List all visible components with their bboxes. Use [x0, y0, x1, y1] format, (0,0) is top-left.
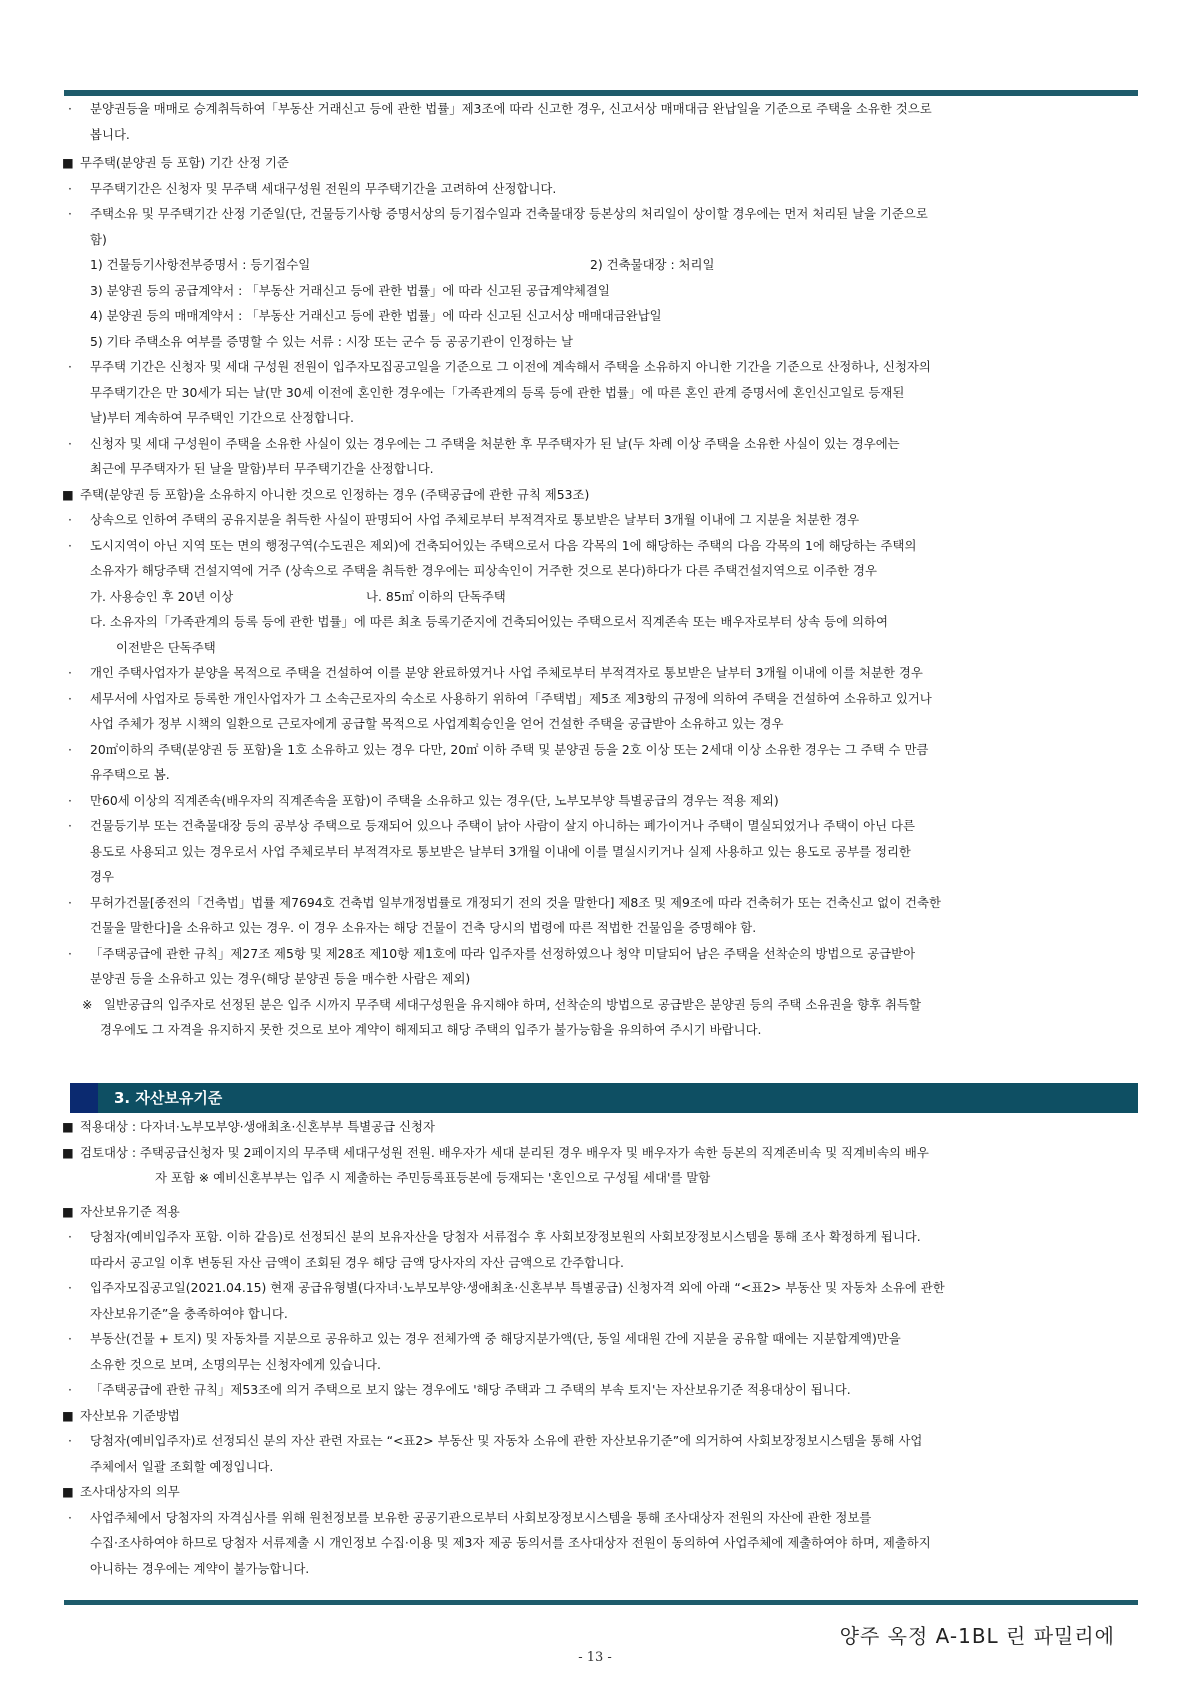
continuation-line: 경우에도 그 자격을 유지하지 못한 것으로 보아 계약이 해제되고 해당 주택의 입주가 불가능함을 유의하여 주시기 바랍니다. [100, 1022, 762, 1037]
continuation-line: 자 포함 ※ 예비신혼부부는 입주 시 제출하는 주민등록표등본에 등재되는 '혼인으로 구성될 세대'를 말함 [155, 1170, 711, 1185]
continuation-line: 소유한 것으로 보며, 소명의무는 신청자에게 있습니다. [90, 1356, 381, 1372]
bullet-text: 만60세 이상의 직계존속(배우자의 직계존속을 포함)이 주택을 소유하고 있는 경우(단, 노부모부양 특별공급의 경우는 적용 제외) [90, 792, 779, 808]
page-content [60, 96, 1140, 1043]
bullet-line [60, 737, 1140, 763]
sub-item: 2) 건축물대장 : 처리일 [590, 257, 715, 272]
bottom-rule [64, 1600, 1138, 1605]
bullet-mark: · [68, 894, 72, 910]
continuation-line: 유주택으로 봄. [90, 767, 170, 782]
bullet-line [60, 176, 1140, 202]
bullet-mark: · [68, 741, 72, 757]
sub-item-line [60, 252, 1140, 278]
bullet-mark: · [68, 537, 72, 553]
section-title: 3. 자산보유기준 [114, 1089, 223, 1107]
sub-item-line: 다. 소유자의「가족관계의 등록 등에 관한 법률」에 따른 최초 등록기준지에 건축되어있는 주택으로서 직계존속 또는 배우자로부터 상속 등에 의하여 [90, 614, 888, 629]
sub-item-line: 3) 분양권 등의 공급계약서 : 「부동산 거래신고 등에 관한 법률」에 따라 신고된 공급계약체결일 [90, 282, 610, 298]
page-number: - 13 - [578, 1650, 612, 1665]
square-mark: ■ [62, 1203, 74, 1219]
section-header [70, 1083, 1138, 1113]
continuation-line: 따라서 공고일 이후 변동된 자산 금액이 조회된 경우 해당 금액 당사자의 자산 금액으로 간주합니다. [90, 1254, 624, 1270]
bullet-line [60, 354, 1140, 380]
heading-not-owned [60, 482, 1140, 508]
bullet-line [60, 941, 1140, 967]
bullet-line [60, 686, 1140, 712]
bullet-line [60, 507, 1140, 533]
bullet-text: 건물등기부 또는 건축물대장 등의 공부상 주택으로 등재되어 있으나 주택이 낡아 사람이 살지 아니하는 폐가이거나 주택이 멸실되었거나 주택이 아닌 다른 [90, 818, 915, 833]
heading-text: 자산보유기준 적용 [80, 1203, 180, 1219]
bullet-line [60, 1505, 1140, 1531]
continuation-line: 사업 주체가 정부 시책의 일환으로 근로자에게 공급할 목적으로 사업계획승인을 얻어 건설한 주택을 공급받아 소유하고 있는 경우 [90, 716, 784, 731]
bullet-line [60, 431, 1140, 457]
continuation-line: 무주택기간은 만 30세가 되는 날(만 30세 이전에 혼인한 경우에는「가족관계의 등록 등에 관한 법률」에 따른 혼인 관계 증명서에 혼인신고일로 등재된 [90, 384, 905, 400]
heading-text: 적용대상 : 다자녀·노부모부양·생애최초·신혼부부 특별공급 신청자 [80, 1119, 435, 1134]
bullet-mark: · [68, 512, 72, 527]
bullet-mark: · [68, 1509, 72, 1525]
bullet-mark: · [68, 792, 72, 808]
note-mark: ※ [82, 996, 93, 1012]
bullet-line [60, 533, 1140, 559]
bullet-text: 20㎡이하의 주택(분양권 등 포함)을 1호 소유하고 있는 경우 다만, 20㎡ 이하 주택 및 분양권 등을 2호 이상 또는 2세대 이상 소유한 경우는 그 주택 수 만큼 [90, 741, 929, 757]
bullet-line [60, 201, 1140, 227]
continuation-line: 소유자가 해당주택 건설지역에 거주 (상속으로 주택을 취득한 경우에는 피상속인이 거주한 것으로 본다)하다가 다른 주택건설지역으로 이주한 경우 [90, 563, 877, 578]
heading-text: 주택(분양권 등 포함)을 소유하지 아니한 것으로 인정하는 경우 (주택공급에 관한 규칙 제53조) [80, 486, 590, 502]
bullet-text: 상속으로 인하여 주택의 공유지분을 취득한 사실이 판명되어 사업 주체로부터 부적격자로 통보받은 날부터 3개월 이내에 그 지분을 처분한 경우 [90, 512, 860, 527]
heading-text: 무주택(분양권 등 포함) 기간 산정 기준 [80, 155, 289, 170]
continuation-line: 경우 [90, 869, 114, 884]
bullet-text: 부동산(건물 + 토지) 및 자동차를 지분으로 공유하고 있는 경우 전체가액 중 해당지분가액(단, 동일 세대원 간에 지분을 공유할 때에는 지분합계액)만을 [90, 1331, 901, 1346]
square-mark: ■ [62, 1144, 74, 1160]
bullet-mark: · [68, 359, 72, 374]
continuation-line: 자산보유기준”을 충족하여야 합니다. [90, 1305, 288, 1321]
sub-item: 1) 건물등기사항전부증명서 : 등기접수일 [90, 257, 311, 272]
bullet-text: 사업주체에서 당첨자의 자격심사를 위해 원천정보를 보유한 공공기관으로부터 사회보장정보시스템을 통해 조사대상자 전원의 자산에 관한 정보를 [90, 1509, 872, 1525]
section3-content [60, 1114, 1140, 1581]
bullet-text: 입주자모집공고일(2021.04.15) 현재 공급유형별(다자녀·노부모부양·생애최초·신혼부부 특별공급) 신청자격 외에 아래 “<표2> 부동산 및 자동차 소유에 관한 [90, 1280, 945, 1295]
continuation-line: 최근에 무주택자가 된 날을 말함)부터 무주택기간을 산정합니다. [90, 461, 434, 476]
bullet-text: 「주택공급에 관한 규칙」제53조에 의거 주택으로 보지 않는 경우에도 '해당 주택과 그 주택의 부속 토지'는 자산보유기준 적용대상이 됩니다. [90, 1382, 851, 1397]
bullet-text: 무주택 기간은 신청자 및 세대 구성원 전원이 입주자모집공고일을 기준으로 그 이전에 계속해서 주택을 소유하지 아니한 기간을 기준으로 산정하나, 신청자의 [90, 359, 931, 374]
bullet-text: 무허가건물[종전의「건축법」법률 제7694호 건축법 일부개정법률로 개정되기 전의 것을 말한다] 제8조 및 제9조에 따라 건축허가 또는 건축신고 없이 건축한 [90, 894, 941, 910]
continuation-line: 수집·조사하여야 하므로 당첨자 서류제출 시 개인정보 수집·이용 및 제3자 제공 동의서를 조사대상자 전원이 동의하여 사업주체에 제출하여야 하며, 제출하지 [90, 1535, 931, 1550]
square-mark: ■ [62, 486, 74, 502]
bullet-mark: · [68, 818, 72, 833]
bullet-mark: · [68, 101, 72, 116]
bullet-text: 「주택공급에 관한 규칙」제27조 제5항 및 제28조 제10항 제1호에 따라 입주자를 선정하였으나 청약 미달되어 남은 주택을 선착순의 방법으로 공급받아 [90, 945, 916, 961]
bullet-line [60, 1224, 1140, 1250]
bullet-line [60, 1326, 1140, 1352]
heading-target [60, 1114, 1140, 1140]
sub-item-line [60, 584, 1140, 610]
bullet-line [60, 660, 1140, 686]
bullet-text: 당첨자(예비입주자 포함. 이하 같음)로 선정되신 분의 보유자산을 당첨자 서류접수 후 사회보장정보원의 사회보장정보시스템을 통해 조사 확정하게 됩니다. [90, 1229, 921, 1244]
bullet-mark: · [68, 1280, 72, 1295]
bullet-mark: · [68, 435, 72, 451]
continuation-line: 아니하는 경우에는 계약이 불가능합니다. [90, 1560, 310, 1576]
heading-duty [60, 1479, 1140, 1505]
bullet-text: 도시지역이 아닌 지역 또는 면의 행정구역(수도권은 제외)에 건축되어있는 주택으로서 다음 각목의 1에 해당하는 주택의 다음 각목의 1에 해당하는 주택의 [90, 537, 917, 553]
bullet-text: 주택소유 및 무주택기간 산정 기준일(단, 건물등기사항 증명서상의 등기접수일과 건축물대장 등본상의 처리일이 상이할 경우에는 먼저 처리된 날을 기준으로 [90, 206, 928, 221]
sub-item-line: 4) 분양권 등의 매매계약서 : 「부동산 거래신고 등에 관한 법률」에 따라 신고된 신고서상 매매대금완납일 [90, 308, 662, 323]
note-text: 일반공급의 입주자로 선정된 분은 입주 시까지 무주택 세대구성원을 유지해야 하며, 선착순의 방법으로 공급받은 분양권 등의 주택 소유권을 향후 취득할 [104, 996, 921, 1012]
continuation-line: 주체에서 일괄 조회할 예정입니다. [90, 1458, 274, 1474]
bullet-mark: · [68, 945, 72, 961]
bullet-mark: · [68, 1433, 72, 1448]
note-line [60, 992, 1140, 1018]
heading-text: 검토대상 : 주택공급신청자 및 2페이지의 무주택 세대구성원 전원. 배우자가 세대 분리된 경우 배우자 및 배우자가 속한 등본의 직계존비속 및 직계비속의 배우 [80, 1144, 929, 1160]
square-mark: ■ [62, 1407, 74, 1423]
square-mark: ■ [62, 1484, 74, 1499]
sub-item: 나. 85㎡ 이하의 단독주택 [366, 588, 506, 604]
bullet-mark: · [68, 1382, 72, 1397]
bullet-line [60, 813, 1140, 839]
heading-text: 조사대상자의 의무 [80, 1484, 180, 1499]
bullet-line [60, 890, 1140, 916]
bullet-mark: · [68, 1229, 72, 1244]
bullet-text: 세무서에 사업자로 등록한 개인사업자가 그 소속근로자의 숙소로 사용하기 위하여「주택법」제5조 제3항의 규정에 의하여 주택을 건설하여 소유하고 있거나 [90, 690, 932, 706]
bullet-line [60, 788, 1140, 814]
bullet-line [60, 1428, 1140, 1454]
continuation-line: 봅니다. [90, 126, 130, 142]
bullet-line [60, 1377, 1140, 1403]
continuation-line: 이전받은 단독주택 [116, 639, 216, 655]
continuation-line: 함) [90, 231, 107, 247]
bullet-text: 당첨자(예비입주자)로 선정되신 분의 자산 관련 자료는 “<표2> 부동산 및 자동차 소유에 관한 자산보유기준”에 의거하여 사회보장정보시스템을 통해 사업 [90, 1433, 923, 1448]
bullet-line [60, 1275, 1140, 1301]
continuation-line: 건물을 말한다]을 소유하고 있는 경우. 이 경우 소유자는 해당 건물이 건축 당시의 법령에 따른 적법한 건물임을 증명해야 함. [90, 920, 757, 935]
bullet-mark: · [68, 206, 72, 221]
bullet-mark: · [68, 1331, 72, 1346]
sub-item-line: 5) 기타 주택소유 여부를 증명할 수 있는 서류 : 시장 또는 군수 등 공공기관이 인정하는 날 [90, 333, 573, 349]
section-tab [70, 1083, 98, 1113]
footer-title: 양주 옥정 A-1BL 린 파밀리에 [839, 1624, 1115, 1648]
bullet-mark: · [68, 690, 72, 706]
square-mark: ■ [62, 1119, 74, 1134]
heading-apply [60, 1199, 1140, 1225]
continuation-line: 분양권 등을 소유하고 있는 경우(해당 분양권 등을 매수한 사람은 제외) [90, 971, 471, 986]
heading-review [60, 1140, 1140, 1166]
bullet-text: 무주택기간은 신청자 및 무주택 세대구성원 전원의 무주택기간을 고려하여 산정합니다. [90, 180, 557, 196]
bullet-text: 신청자 및 세대 구성원이 주택을 소유한 사실이 있는 경우에는 그 주택을 처분한 후 무주택자가 된 날(두 차례 이상 주택을 소유한 사실이 있는 경우에는 [90, 435, 900, 451]
heading-nohome-period [60, 150, 1140, 176]
sub-item: 가. 사용승인 후 20년 이상 [90, 588, 234, 604]
heading-text: 자산보유 기준방법 [80, 1407, 180, 1423]
bullet-text: 개인 주택사업자가 분양을 목적으로 주택을 건설하여 이를 분양 완료하였거나 사업 주체로부터 부적격자로 통보받은 날부터 3개월 이내에 이를 처분한 경우 [90, 665, 923, 680]
square-mark: ■ [62, 155, 74, 170]
bullet-text: 분양권등을 매매로 승계취득하여「부동산 거래신고 등에 관한 법률」제3조에 따라 신고한 경우, 신고서상 매매대금 완납일을 기준으로 주택을 소유한 것으로 [90, 101, 932, 116]
continuation-line: 용도로 사용되고 있는 경우로서 사업 주체로부터 부적격자로 통보받은 날부터 3개월 이내에 이를 멸실시키거나 실제 사용하고 있는 용도로 공부를 정리한 [90, 843, 911, 859]
heading-method [60, 1403, 1140, 1429]
continuation-line: 날)부터 계속하여 무주택인 기간으로 산정합니다. [90, 410, 354, 425]
bullet-mark: · [68, 180, 72, 196]
bullet-mark: · [68, 665, 72, 680]
bullet-line [60, 96, 1140, 122]
